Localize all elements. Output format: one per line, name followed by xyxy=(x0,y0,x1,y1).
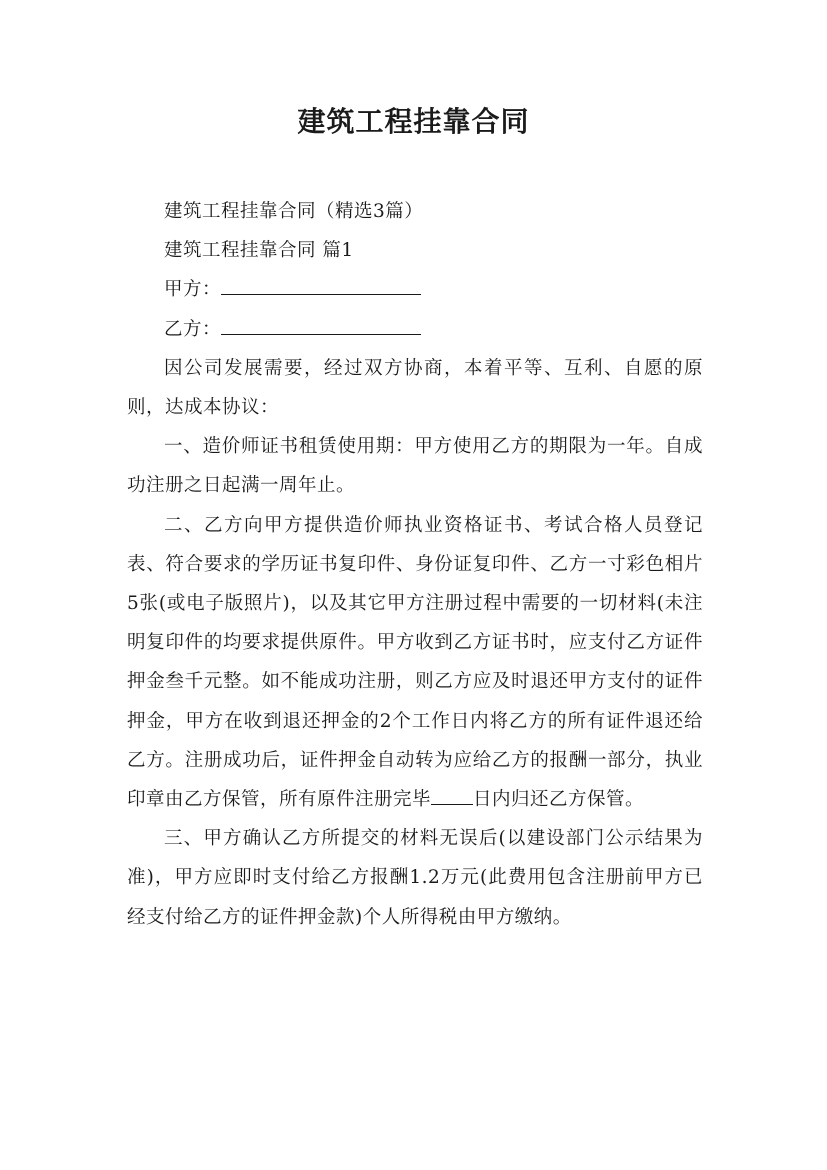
days-blank xyxy=(431,786,473,805)
party-b-blank xyxy=(221,316,421,335)
clause-2-text-a: 二、乙方向甲方提供造价师执业资格证书、考试合格人员登记表、符合要求的学历证书复印件、身份证复印件、乙方一寸彩色相片5张(或电子版照片)，以及其它甲方注册过程中需要的一切材料(未注明复印件的均要求提供原件。甲方收到乙方证书时，应支付乙方证件押金叁千元整。如不能成功注册，则乙方应及时退还甲方支付的证件押金，甲方在收到退还押金的2个工作日内将乙方的所有证件退还给乙方。注册成功后，证件押金自动转为应给乙方的报酬一部分，执业印章由乙方保管，所有原件注册完毕 xyxy=(127,514,703,811)
clause-1: 一、造价师证书租赁使用期：甲方使用乙方的期限为一年。自成功注册之日起满一周年止。 xyxy=(127,436,703,497)
document-body xyxy=(127,192,703,937)
part-subtitle: 建筑工程挂靠合同 篇1 xyxy=(164,240,354,262)
party-b-label: 乙方： xyxy=(164,318,222,340)
intro-paragraph: 因公司发展需要，经过双方协商，本着平等、互利、自愿的原则，达成本协议： xyxy=(127,357,703,419)
collection-subtitle: 建筑工程挂靠合同（精选3篇） xyxy=(164,201,424,222)
party-a-label: 甲方： xyxy=(164,279,222,301)
party-a-blank xyxy=(221,276,421,295)
party-a-line xyxy=(127,270,703,309)
clause-3: 三、甲方确认乙方所提交的材料无误后(以建设部门公示结果为准)，甲方应即时支付给乙方报酬1.2万元(此费用包含注册前甲方已经支付给乙方的证件押金款)个人所得税由甲方缴纳。 xyxy=(127,828,703,928)
clause-2 xyxy=(127,506,703,820)
clause-2-text-b: 日内归还乙方保管。 xyxy=(473,789,645,811)
party-b-line xyxy=(127,310,703,349)
document-title: 建筑工程挂靠合同 xyxy=(297,105,530,138)
